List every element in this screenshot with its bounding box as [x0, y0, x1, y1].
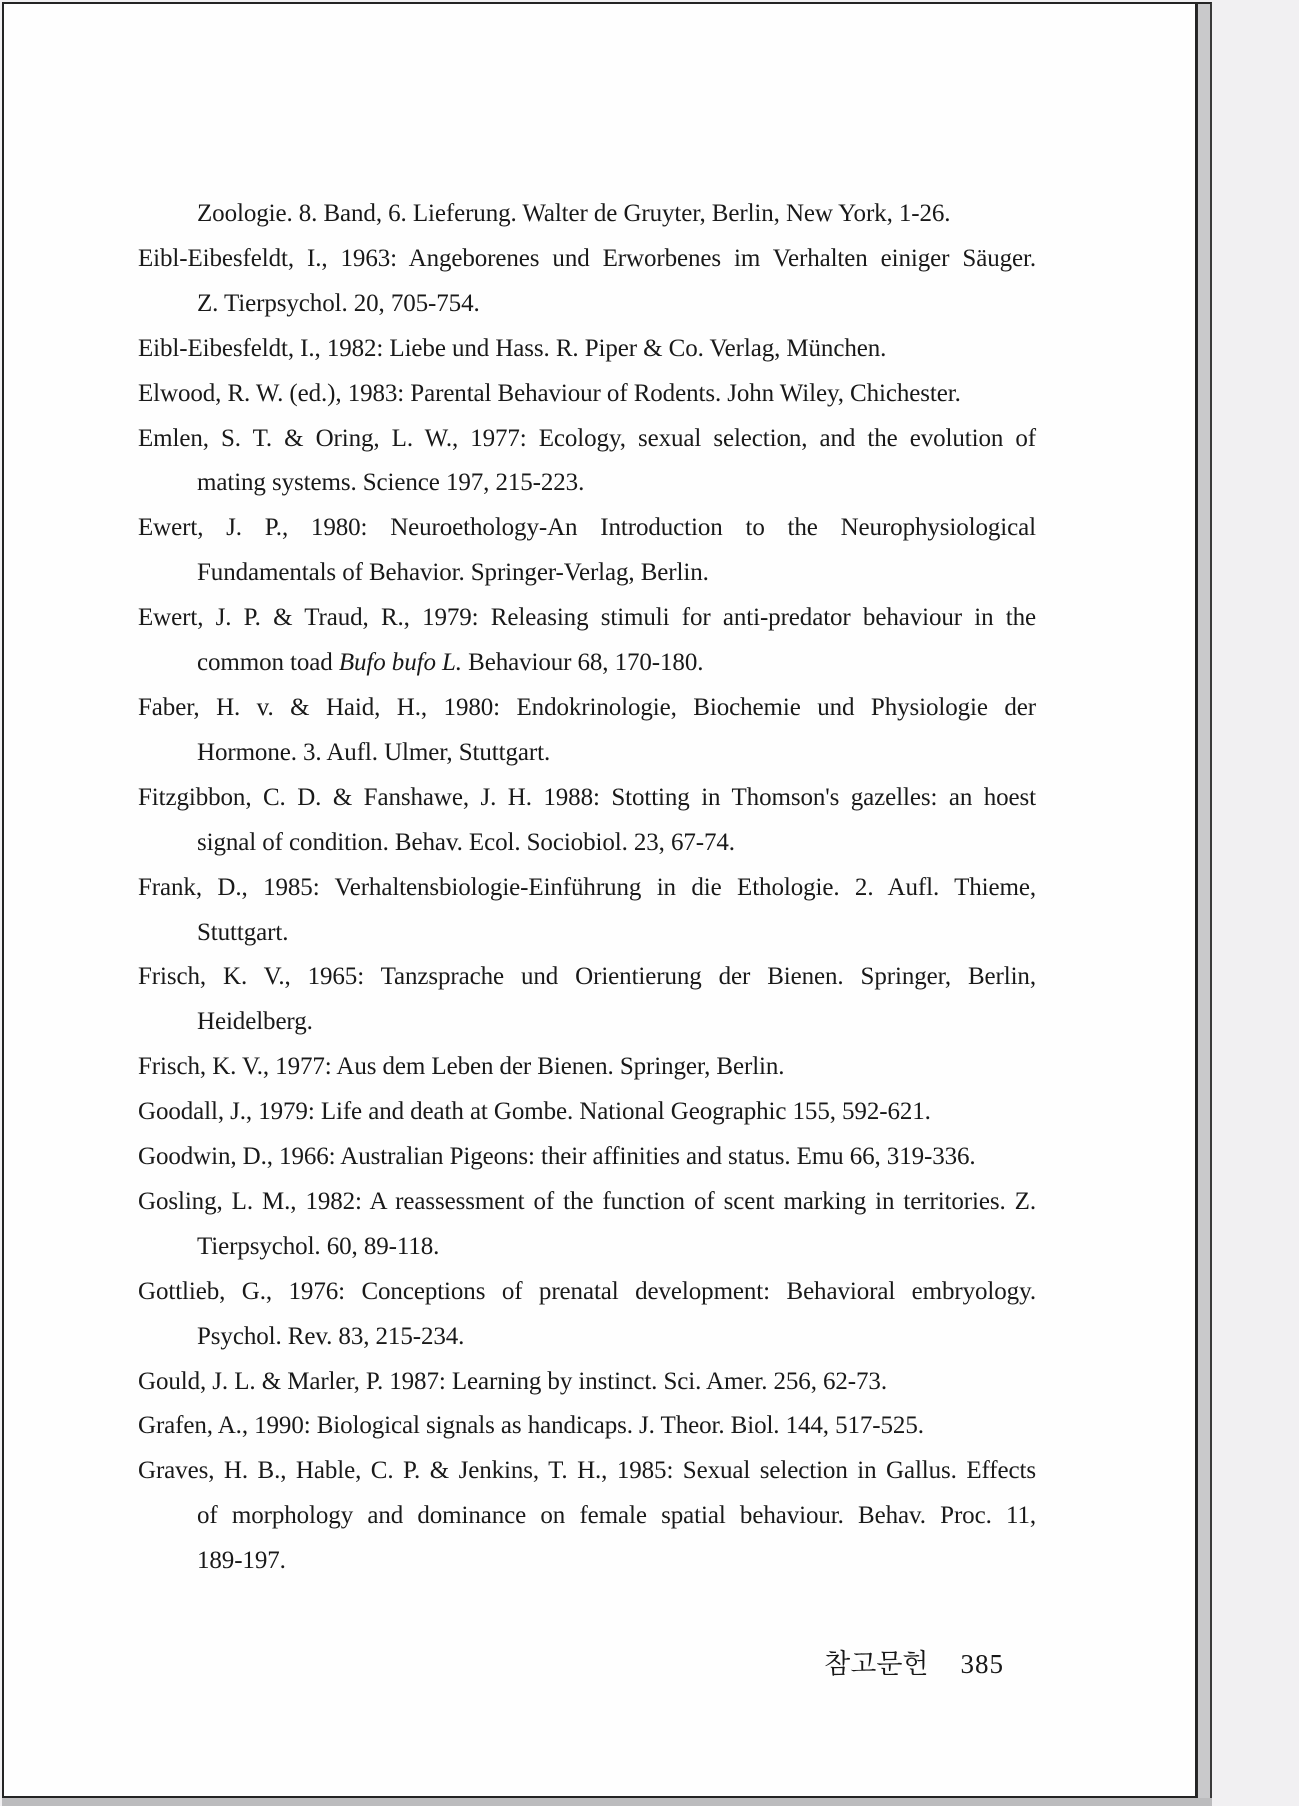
reference-line: Psychol. Rev. 83, 215-234.	[197, 1322, 465, 1350]
reference-line: Tierpsychol. 60, 89-118.	[197, 1232, 440, 1260]
reference-entry	[138, 1360, 1036, 1405]
reference-line: Eibl-Eibesfeldt, I., 1982: Liebe und Hass. R. Piper & Co. Verlag, München.	[138, 334, 887, 362]
page-footer	[138, 1642, 1004, 1681]
reference-text: Behaviour 68, 170-180.	[461, 649, 704, 677]
reference-line: Frisch, K. V., 1965: Tanzsprache und Orientierung der Bienen. Springer, Berlin,	[138, 963, 1036, 991]
reference-line: Elwood, R. W. (ed.), 1983: Parental Behaviour of Rodents. John Wiley, Chichester.	[138, 379, 961, 407]
reference-entry	[138, 1404, 1036, 1449]
reference-line: Goodwin, D., 1966: Australian Pigeons: their affinities and status. Emu 66, 319-336.	[138, 1143, 976, 1171]
reference-entry	[138, 1180, 1036, 1270]
reference-entry	[138, 776, 1036, 866]
reference-line: Ewert, J. P. & Traud, R., 1979: Releasing stimuli for anti-predator behaviour in the	[138, 604, 1036, 632]
reference-line: Gould, J. L. & Marler, P. 1987: Learning by instinct. Sci. Amer. 256, 62-73.	[138, 1367, 887, 1395]
reference-entry	[138, 1135, 1036, 1180]
page-bottom-shadow	[2, 1798, 1212, 1806]
reference-line: Graves, H. B., Hable, C. P. & Jenkins, T. H., 1985: Sexual selection in Gallus. Effects	[138, 1457, 1036, 1485]
reference-line: Stuttgart.	[197, 918, 289, 946]
reference-line: Eibl-Eibesfeldt, I., 1963: Angeborenes und Erworbenes im Verhalten einiger Säuger.	[138, 244, 1036, 272]
reference-line: Frisch, K. V., 1977: Aus dem Leben der Bienen. Springer, Berlin.	[138, 1053, 785, 1081]
reference-entry	[138, 1090, 1036, 1135]
page-number: 385	[960, 1649, 1004, 1679]
reference-line: mating systems. Science 197, 215-223.	[197, 469, 585, 497]
reference-line: Grafen, A., 1990: Biological signals as handicaps. J. Theor. Biol. 144, 517-525.	[138, 1412, 924, 1440]
reference-line: 189-197.	[197, 1547, 286, 1575]
reference-line: Emlen, S. T. & Oring, L. W., 1977: Ecology, sexual selection, and the evolution of	[138, 424, 1036, 452]
reference-entry	[138, 1045, 1036, 1090]
reference-entry	[138, 327, 1036, 372]
reference-line: Hormone. 3. Aufl. Ulmer, Stuttgart.	[197, 738, 551, 766]
species-name-italic: Bufo bufo L.	[338, 649, 462, 677]
reference-text: common toad	[197, 649, 339, 677]
reference-line: of morphology and dominance on female spatial behaviour. Behav. Proc. 11,	[197, 1502, 1036, 1530]
reference-entry	[138, 417, 1036, 507]
reference-line: Frank, D., 1985: Verhaltensbiologie-Einführung in die Ethologie. 2. Aufl. Thieme,	[138, 873, 1036, 901]
reference-entry	[138, 1270, 1036, 1360]
reference-entry	[138, 506, 1036, 596]
reference-entry	[138, 955, 1036, 1045]
reference-line: Gosling, L. M., 1982: A reassessment of the function of scent marking in territories. Z.	[138, 1187, 1036, 1215]
reference-entry	[138, 596, 1036, 686]
reference-entry	[138, 1449, 1036, 1584]
reference-line: Fitzgibbon, C. D. & Fanshawe, J. H. 1988: Stotting in Thomson's gazelles: an hoest	[138, 783, 1036, 811]
reference-entry	[138, 372, 1036, 417]
reference-line: Gottlieb, G., 1976: Conceptions of prenatal development: Behavioral embryology.	[138, 1277, 1036, 1305]
reference-line: Z. Tierpsychol. 20, 705-754.	[197, 289, 480, 317]
reference-entry	[138, 192, 1036, 237]
reference-entry	[138, 866, 1036, 956]
reference-line	[138, 641, 1036, 686]
reference-line: signal of condition. Behav. Ecol. Sociobiol. 23, 67-74.	[197, 828, 735, 856]
reference-line: Zoologie. 8. Band, 6. Lieferung. Walter de Gruyter, Berlin, New York, 1-26.	[197, 200, 951, 227]
reference-line: Faber, H. v. & Haid, H., 1980: Endokrinologie, Biochemie und Physiologie der	[138, 693, 1036, 721]
reference-line: Goodall, J., 1979: Life and death at Gombe. National Geographic 155, 592-621.	[138, 1098, 931, 1126]
reference-line: Heidelberg.	[197, 1008, 313, 1036]
reference-list	[138, 192, 1036, 1584]
reference-entry	[138, 686, 1036, 776]
running-title: 참고문헌	[824, 1649, 929, 1679]
reference-entry	[138, 237, 1036, 327]
reference-line: Fundamentals of Behavior. Springer-Verlag, Berlin.	[197, 559, 709, 587]
reference-line: Ewert, J. P., 1980: Neuroethology-An Introduction to the Neurophysiological	[138, 514, 1036, 542]
book-page-edge	[1197, 2, 1212, 1800]
